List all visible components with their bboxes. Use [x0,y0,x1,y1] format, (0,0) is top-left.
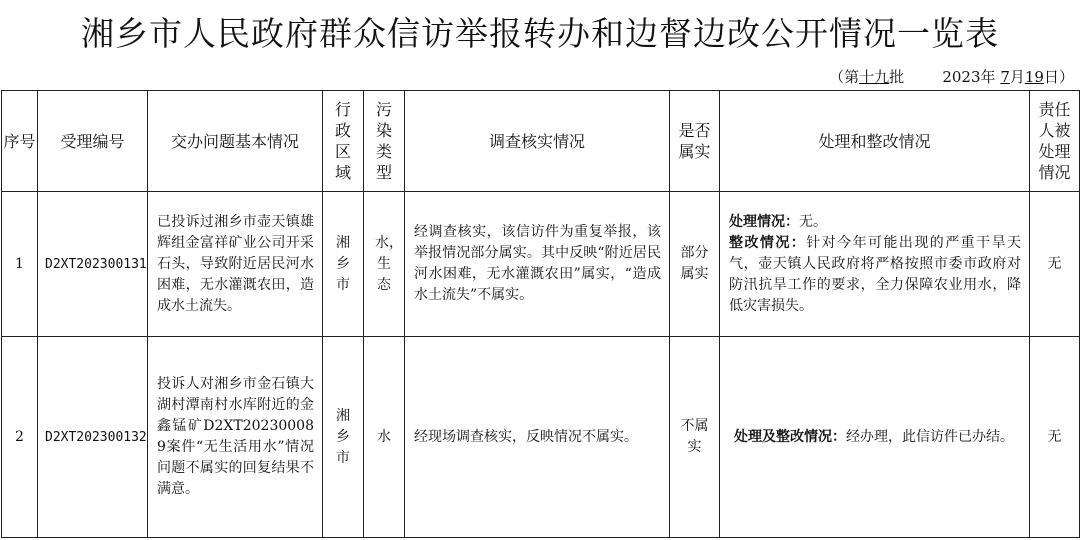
batch-year: 2023 [942,68,981,86]
header-seq: 序号 [2,91,38,192]
row-investigation: 经现场调查核实，反映情况不属实。 [405,337,670,538]
row-handling [720,192,1030,337]
page-title: 湘乡市人民政府群众信访举报转办和边督边改公开情况一览表 [81,14,999,53]
row-seq: 1 [2,192,38,337]
handling-text: 经办理，此信访件已办结。 [846,428,1014,445]
batch-month: 7 [1000,68,1010,86]
row-issue: 投诉人对湘乡市金石镇大湖村潭南村水库附近的金鑫锰矿D2XT202300089案件“无生活用水”情况问题不属实的回复结果不满意。 [148,337,323,538]
header-region: 行政区域 [323,91,364,192]
row-verified: 部分属实 [670,192,720,337]
header-issue: 交办问题基本情况 [148,91,323,192]
rectification-label: 整改情况： [729,234,807,251]
table-row [2,337,1080,538]
batch-suffix: 批 [889,68,905,86]
header-code: 受理编号 [38,91,148,192]
handling-text: 无。 [799,213,827,230]
batch-date-line [829,66,1074,87]
row-pollution: 水，生态 [364,192,405,337]
row-code: D2XT202300131 [38,192,148,337]
header-pollution: 污染类型 [364,91,405,192]
header-investigation: 调查核实情况 [405,91,670,192]
row-handling [720,337,1030,538]
header-verified: 是否属实 [670,91,720,192]
batch-year-suffix: 年 [980,68,996,86]
row-region: 湘乡市 [323,192,364,337]
row-accountability: 无 [1030,337,1080,538]
table-row [2,192,1080,337]
row-pollution: 水 [364,337,405,538]
row-code: D2XT202300132 [38,337,148,538]
row-accountability: 无 [1030,192,1080,337]
batch-day-suffix: 日） [1043,68,1074,86]
handling-label: 处理情况： [729,213,799,230]
batch-month-suffix: 月 [1009,68,1025,86]
row-verified: 不属实 [670,337,720,538]
row-seq: 2 [2,337,38,538]
batch-day: 19 [1024,68,1044,86]
row-region: 湘乡市 [323,337,364,538]
batch-open: （第 [829,68,860,86]
handling-label: 处理及整改情况： [734,428,846,445]
header-handling: 处理和整改情况 [720,91,1030,192]
header-accountability: 责任人被处理情况 [1030,91,1080,192]
petition-table [1,90,1080,538]
rectification-text: 针对今年可能出现的严重干旱天气，壶天镇人民政府将严格按照市委市政府对防汛抗旱工作的要求，全力保障农业用水，降低灾害损失。 [729,234,1022,314]
batch-number: 十九 [859,68,890,86]
row-issue: 已投诉过湘乡市壶天镇雄辉组金富祥矿业公司开采石头，导致附近居民河水困难，无水灌溉农田，造成水土流失。 [148,192,323,337]
header-row [2,91,1080,192]
row-investigation: 经调查核实，该信访件为重复举报，该举报情况部分属实。其中反映“附近居民河水困难，无水灌溉农田”属实，“造成水土流失”不属实。 [405,192,670,337]
